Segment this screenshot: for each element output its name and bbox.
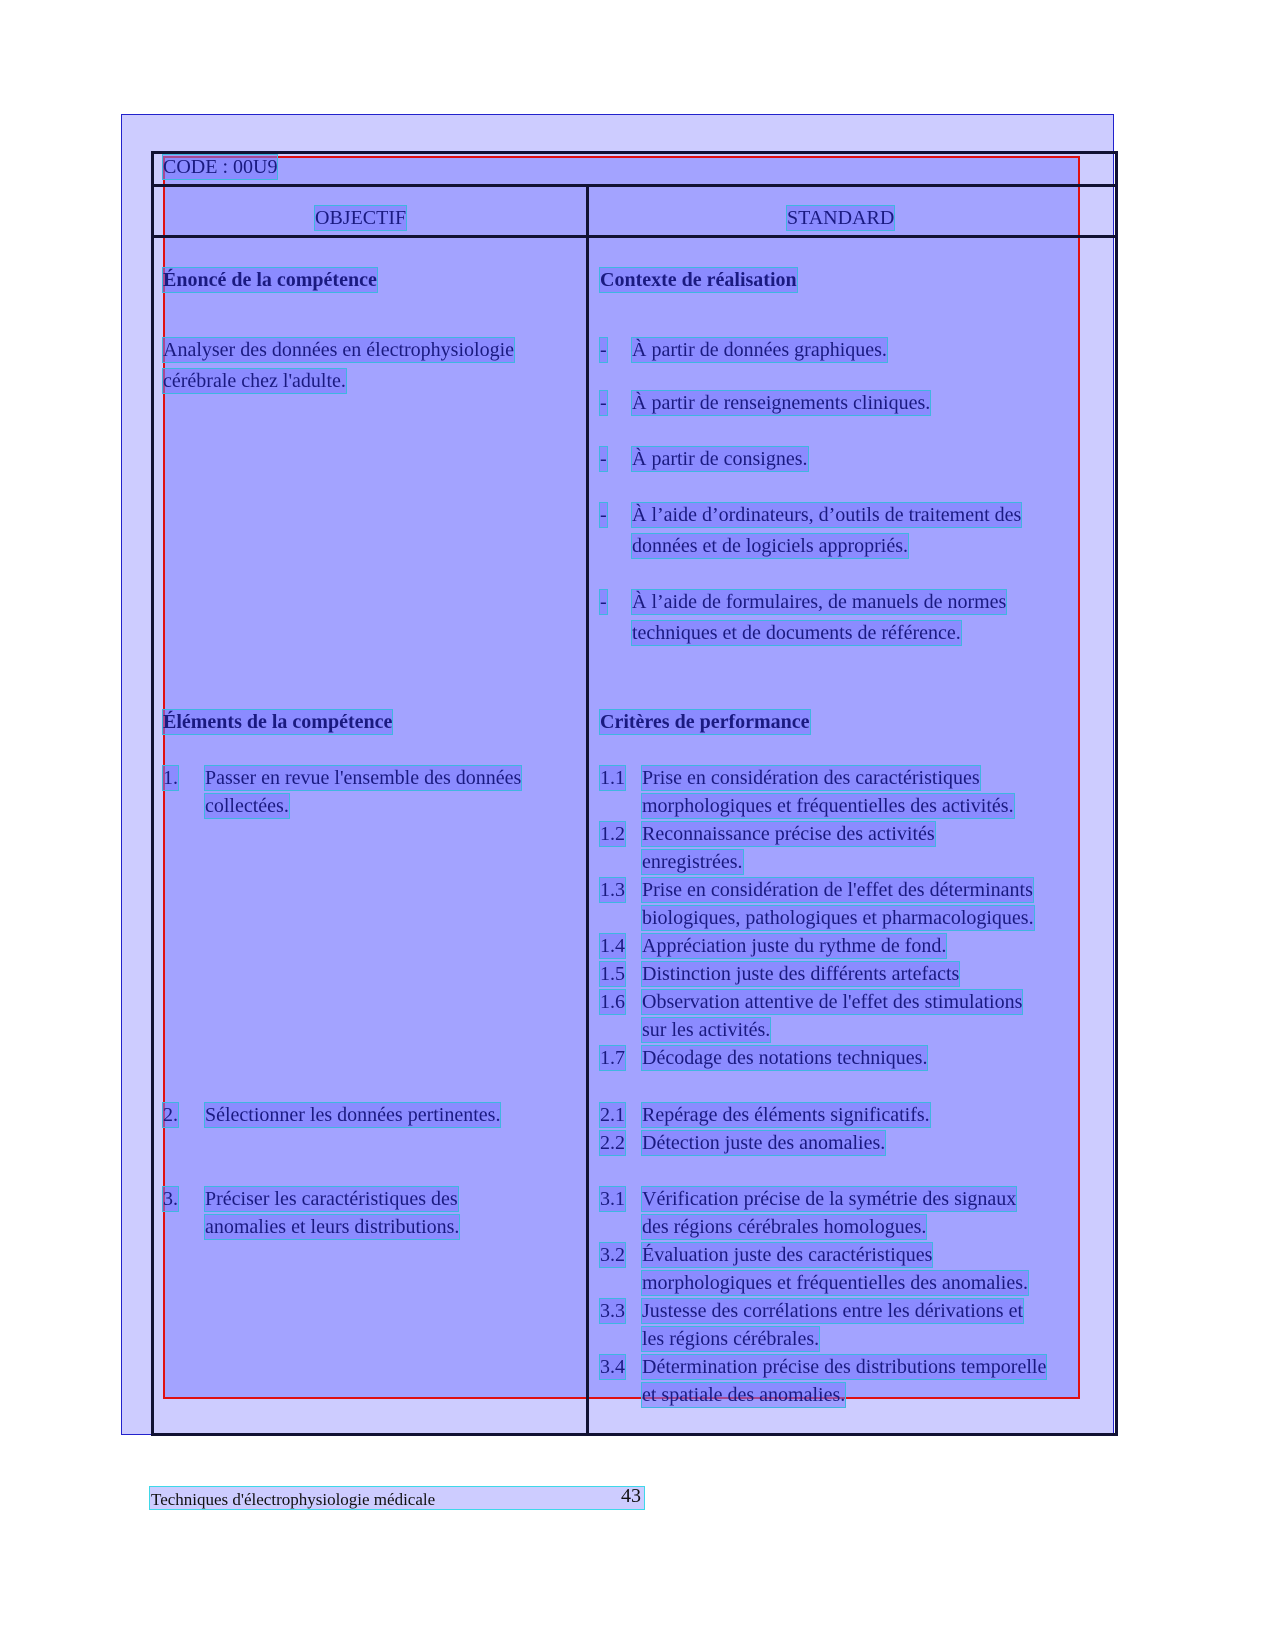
criterion-text: Vérification précise de la symétrie des signaux: [642, 1188, 1017, 1210]
criterion-number: 1.4: [600, 935, 625, 957]
criterion-text: les régions cérébrales.: [642, 1328, 820, 1350]
element-number: 2.: [163, 1104, 178, 1126]
criterion-text: Reconnaissance précise des activités: [642, 823, 935, 845]
criterion-text: et spatiale des anomalies.: [642, 1384, 846, 1406]
enonce-text: Analyser des données en électrophysiologie: [163, 339, 515, 361]
context-item: À l’aide d’ordinateurs, d’outils de traitement des: [632, 504, 1022, 526]
context-item: À partir de données graphiques.: [632, 339, 887, 361]
header-standard: STANDARD: [787, 207, 895, 229]
criterion-number: 1.3: [600, 879, 625, 901]
criterion-number: 3.1: [600, 1188, 625, 1210]
criterion-number: 1.5: [600, 963, 625, 985]
criterion-number: 1.1: [600, 767, 625, 789]
criterion-number: 1.7: [600, 1047, 625, 1069]
context-item: À partir de consignes.: [632, 448, 808, 470]
code-label: CODE : 00U9: [163, 156, 278, 178]
element-number: 1.: [163, 767, 178, 789]
element-text: anomalies et leurs distributions.: [205, 1216, 460, 1238]
criterion-number: 2.2: [600, 1132, 625, 1154]
criterion-text: Observation attentive de l'effet des stimulations: [642, 991, 1023, 1013]
element-text: Préciser les caractéristiques des: [205, 1188, 458, 1210]
enonce-title: Énoncé de la compétence: [163, 269, 377, 291]
bullet-dash: -: [600, 448, 607, 470]
criterion-number: 1.6: [600, 991, 625, 1013]
criterion-number: 3.3: [600, 1300, 625, 1322]
criteres-title: Critères de performance: [600, 711, 810, 733]
column-divider: [586, 187, 589, 1436]
criterion-text: Détermination précise des distributions temporelle: [642, 1356, 1047, 1378]
criterion-text: Appréciation juste du rythme de fond.: [642, 935, 947, 957]
criterion-text: morphologiques et fréquentielles des anomalies.: [642, 1272, 1029, 1294]
criterion-text: Détection juste des anomalies.: [642, 1132, 886, 1154]
criterion-text: des régions cérébrales homologues.: [642, 1216, 927, 1238]
bullet-dash: -: [600, 591, 607, 613]
criterion-text: morphologiques et fréquentielles des activités.: [642, 795, 1014, 817]
table-divider: [151, 184, 1118, 187]
element-number: 3.: [163, 1188, 178, 1210]
header-objectif: OBJECTIF: [315, 207, 407, 229]
element-text: Sélectionner les données pertinentes.: [205, 1104, 501, 1126]
element-text: Passer en revue l'ensemble des données: [205, 767, 522, 789]
table-divider: [151, 235, 1118, 238]
criterion-text: enregistrées.: [642, 851, 743, 873]
bullet-dash: -: [600, 504, 607, 526]
enonce-text: cérébrale chez l'adulte.: [163, 370, 346, 392]
context-item: techniques et de documents de référence.: [632, 622, 961, 644]
criterion-text: Justesse des corrélations entre les dérivations et: [642, 1300, 1023, 1322]
criterion-text: Décodage des notations techniques.: [642, 1047, 928, 1069]
context-item: données et de logiciels appropriés.: [632, 535, 909, 557]
criterion-text: sur les activités.: [642, 1019, 771, 1041]
page-number: 43: [621, 1485, 641, 1507]
criterion-text: Distinction juste des différents artefacts: [642, 963, 960, 985]
element-text: collectées.: [205, 795, 289, 817]
elements-title: Éléments de la compétence: [163, 711, 393, 733]
bullet-dash: -: [600, 339, 607, 361]
contexte-title: Contexte de réalisation: [600, 269, 797, 291]
criterion-text: Repérage des éléments significatifs.: [642, 1104, 930, 1126]
criterion-number: 2.1: [600, 1104, 625, 1126]
criterion-number: 1.2: [600, 823, 625, 845]
criterion-number: 3.4: [600, 1356, 625, 1378]
criterion-text: Prise en considération de l'effet des déterminants: [642, 879, 1033, 901]
criterion-text: Prise en considération des caractéristiques: [642, 767, 980, 789]
criterion-text: biologiques, pathologiques et pharmacologiques.: [642, 907, 1034, 929]
context-item: À l’aide de formulaires, de manuels de normes: [632, 591, 1007, 613]
bullet-dash: -: [600, 392, 607, 414]
criterion-number: 3.2: [600, 1244, 625, 1266]
footer-title: Techniques d'électrophysiologie médicale: [151, 1490, 436, 1509]
criterion-text: Évaluation juste des caractéristiques: [642, 1244, 933, 1266]
context-item: À partir de renseignements cliniques.: [632, 392, 931, 414]
